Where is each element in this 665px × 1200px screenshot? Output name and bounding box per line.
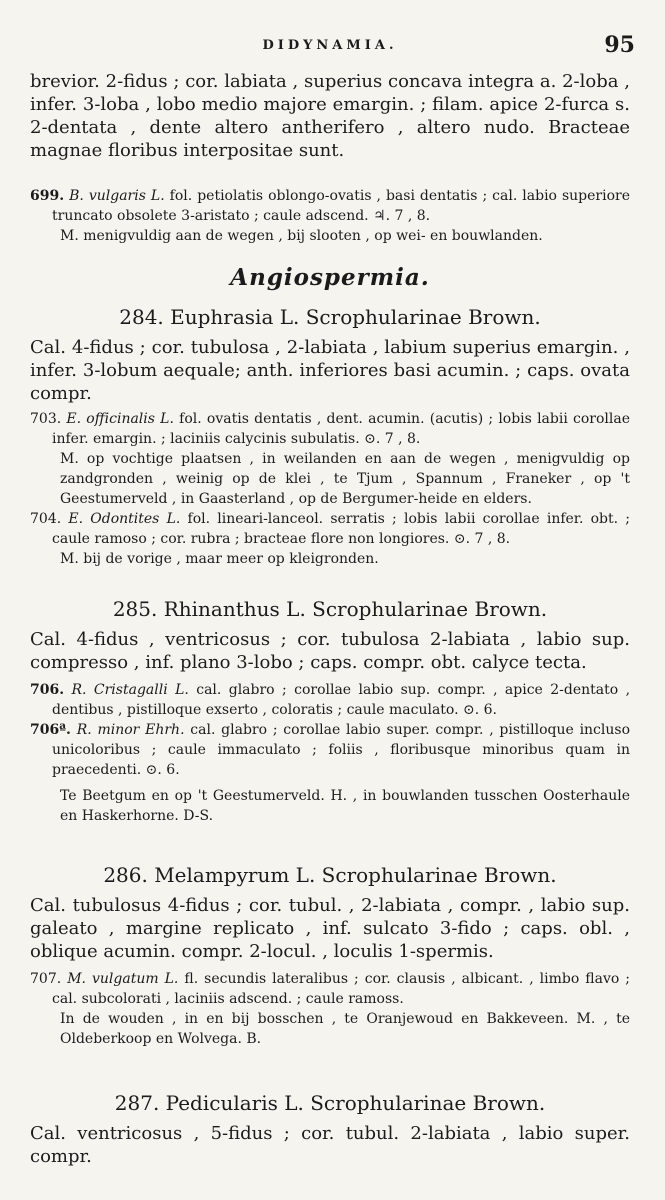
species-706a-text: cal. glabro ; corollae labio super. compr. , pistilloque incluso unicoloribus ; caule immaculato ; foliis , floribusque minoribus quam in praecedenti. ⊙. 6.	[52, 722, 631, 778]
species-706a-entry	[30, 720, 630, 780]
species-706a-number: 706ª.	[30, 722, 71, 738]
species-706-entry	[30, 680, 630, 720]
species-706-number: 706.	[30, 682, 65, 698]
species-706a-name: R. minor Ehrh.	[76, 722, 185, 738]
genus-284-description: Cal. 4-fidus ; cor. tubulosa , 2-labiata , labium superius emargin. , infer. 3-lobum aequale; anth. inferiores basi acumin. ; caps. ovata compr.	[30, 337, 630, 404]
intro-paragraph: brevior. 2-fidus ; cor. labiata , superius concava integra a. 2-loba , infer. 3-loba , lobo medio majore emargin. ; filam. apice 2-furca s. 2-dentata , dente altero antherifero , altero nudo. Bracteae magnae floribus interpositae sunt.	[30, 71, 630, 161]
running-header	[30, 32, 635, 60]
species-703-text: fol. ovatis dentatis , dent. acumin. (acutis) ; lobis labii corollae infer. emargin. ; laciniis calycinis subulatis. ⊙. 7 , 8.	[52, 411, 631, 447]
genus-286-heading: 286. Melampyrum L. Scrophularinae Brown.	[103, 863, 557, 887]
page-number: 95	[604, 32, 635, 58]
species-703-entry	[30, 409, 630, 449]
species-704-entry	[30, 509, 630, 549]
genus-285-heading: 285. Rhinanthus L. Scrophularinae Brown.	[112, 597, 548, 621]
genus-287-description: Cal. ventricosus , 5-fidus ; cor. tubul. 2-labiata , labio super. compr.	[30, 1123, 630, 1167]
genus-285	[30, 596, 630, 826]
species-703-name: E. officinalis L.	[66, 411, 174, 427]
genus-285-note: Te Beetgum en op 't Geestumerveld. H. , in bouwlanden tusschen Oosterhaule en Haskerhorne. D-S.	[60, 788, 630, 824]
species-707-name: M. vulgatum L.	[67, 971, 179, 987]
species-699-name: B. vulgaris L.	[69, 188, 165, 204]
species-703-number: 703.	[30, 411, 62, 427]
genus-286	[30, 862, 630, 1049]
species-704-name: E. Odontites L.	[68, 511, 181, 527]
genus-287	[30, 1090, 630, 1168]
species-699	[30, 186, 630, 246]
species-699-entry	[30, 186, 630, 226]
species-699-number: 699.	[30, 188, 65, 204]
section-heading: Angiospermia.	[230, 264, 430, 291]
species-699-text: fol. petiolatis oblongo-ovatis , basi dentatis ; cal. labio superiore truncato obsolete 3-aristato ; caule adscend. ♃. 7 , 8.	[52, 188, 630, 224]
genus-286-description: Cal. tubulosus 4-fidus ; cor. tubul. , 2-labiata , compr. , labio sup. galeato , margine replicato , inf. sulcato 3-fido ; caps. obl. , oblique acumin. compr. 2-locul. , loculis 1-spermis.	[30, 895, 630, 962]
species-699-locality: M. menigvuldig aan de wegen , bij slooten , op wei- en bouwlanden.	[60, 228, 543, 244]
section-heading-block	[30, 264, 630, 291]
species-707-text: fl. secundis lateralibus ; cor. clausis , albicant. , limbo flavo ; cal. subcolorati , laciniis adscend. ; caule ramoss.	[52, 971, 631, 1007]
species-706-text: cal. glabro ; corollae labio sup. compr. , apice 2-dentato , dentibus , pistilloque exserto , coloratis ; caule maculato. ⊙. 6.	[52, 682, 631, 718]
species-706-name: R. Cristagalli L.	[71, 682, 189, 698]
running-title: DIDYNAMIA.	[262, 38, 398, 53]
species-707-number: 707.	[30, 971, 62, 987]
genus-285-description: Cal. 4-fidus , ventricosus ; cor. tubulosa 2-labiata , labio sup. compresso , inf. plano 3-lobo ; caps. compr. obt. calyce tecta.	[30, 629, 630, 673]
species-704-text: fol. lineari-lanceol. serratis ; lobis labii corollae infer. obt. ; caule ramoso ; cor. rubra ; bracteae flore non longiores. ⊙. 7 , 8.	[52, 511, 631, 547]
species-707-entry	[30, 969, 630, 1009]
genus-284-heading: 284. Euphrasia L. Scrophularinae Brown.	[119, 305, 541, 329]
intro-block	[30, 70, 630, 162]
species-704-locality: M. bij de vorige , maar meer op kleigronden.	[60, 551, 379, 567]
species-703-locality: M. op vochtige plaatsen , in weilanden en aan de wegen , menigvuldig op zandgronden , weinig op de klei , te Tjum , Spannum , Franeker , op 't Geestumerveld , in Gaasterland , op de Bergumer-heide en elders.	[60, 451, 630, 507]
species-704-number: 704.	[30, 511, 62, 527]
species-707-locality: In de wouden , in en bij bosschen , te Oranjewoud en Bakkeveen. M. , te Oldeberkoop en Wolvega. B.	[60, 1011, 630, 1047]
genus-284	[30, 304, 630, 569]
genus-287-heading: 287. Pedicularis L. Scrophularinae Brown.	[114, 1091, 546, 1115]
